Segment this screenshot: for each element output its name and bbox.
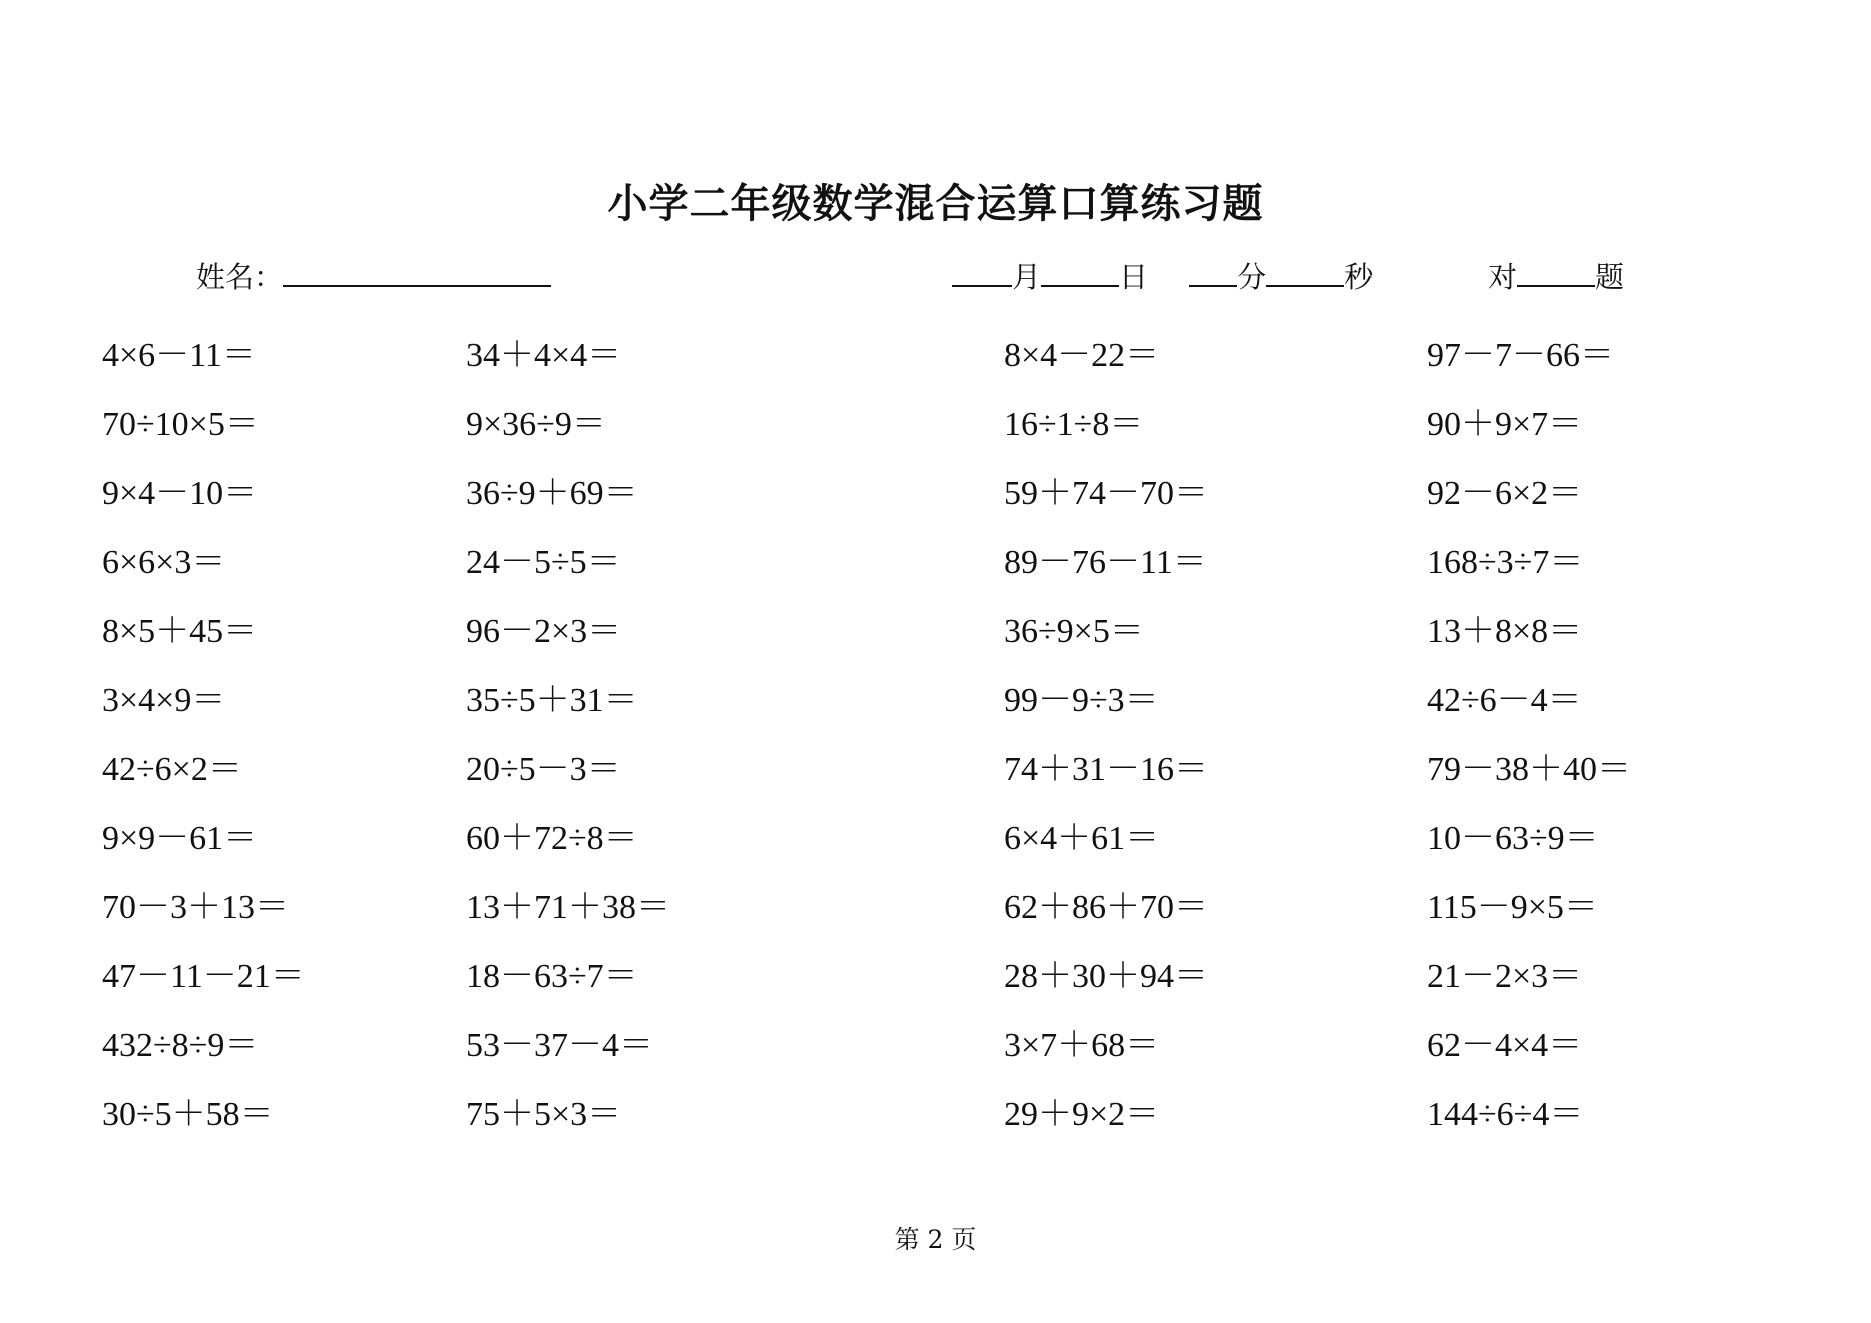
- page-number: 第 2 页: [894, 1225, 977, 1254]
- problem-item: 8×4－22＝: [1004, 337, 1160, 374]
- minute-label: 分: [1237, 260, 1267, 294]
- problem-item: 47－11－21＝: [102, 958, 305, 995]
- problem-item: 168÷3÷7＝: [1427, 544, 1584, 581]
- problem-item: 97－7－66＝: [1427, 337, 1614, 374]
- problem-item: 13＋8×8＝: [1427, 613, 1583, 650]
- problem-item: 10－63÷9＝: [1427, 820, 1599, 857]
- problem-item: 99－9÷3＝: [1004, 682, 1159, 719]
- problem-item: 79－38＋40＝: [1427, 751, 1631, 788]
- question-label: 题: [1595, 260, 1625, 294]
- problem-item: 6×4＋61＝: [1004, 820, 1160, 857]
- problem-item: 21－2×3＝: [1427, 958, 1583, 995]
- problem-item: 9×4－10＝: [102, 475, 258, 512]
- problem-item: 53－37－4＝: [466, 1027, 653, 1064]
- problem-item: 96－2×3＝: [466, 613, 622, 650]
- second-label: 秒: [1344, 260, 1374, 294]
- problem-item: 432÷8÷9＝: [102, 1027, 259, 1064]
- problem-item: 29＋9×2＝: [1004, 1096, 1160, 1133]
- problem-item: 59＋74－70＝: [1004, 475, 1208, 512]
- correct-blank[interactable]: [1517, 257, 1595, 287]
- problem-item: 42÷6－4＝: [1427, 682, 1582, 719]
- day-label: 日: [1119, 260, 1149, 294]
- problem-item: 24－5÷5＝: [466, 544, 621, 581]
- problem-item: 8×5＋45＝: [102, 613, 258, 650]
- problem-item: 3×4×9＝: [102, 682, 226, 719]
- month-label: 月: [1012, 260, 1042, 294]
- problem-item: 35÷5＋31＝: [466, 682, 638, 719]
- problem-item: 60＋72÷8＝: [466, 820, 638, 857]
- problem-item: 13＋71＋38＝: [466, 889, 670, 926]
- name-label: 姓名：: [196, 260, 284, 294]
- problem-item: 92－6×2＝: [1427, 475, 1583, 512]
- problem-item: 34＋4×4＝: [466, 337, 622, 374]
- minute-blank[interactable]: [1189, 257, 1237, 287]
- second-blank[interactable]: [1266, 257, 1344, 287]
- problem-item: 6×6×3＝: [102, 544, 226, 581]
- date-time-group: [952, 255, 1373, 296]
- problem-item: 42÷6×2＝: [102, 751, 242, 788]
- score-group: [1488, 255, 1624, 296]
- page-title: 小学二年级数学混合运算口算练习题: [607, 181, 1264, 227]
- problem-item: 30÷5＋58＝: [102, 1096, 274, 1133]
- problem-item: 115－9×5＝: [1427, 889, 1598, 926]
- problem-item: 9×36÷9＝: [466, 406, 606, 443]
- problem-item: 74＋31－16＝: [1004, 751, 1208, 788]
- name-blank[interactable]: [283, 257, 551, 287]
- problem-item: 20÷5－3＝: [466, 751, 621, 788]
- problem-item: 18－63÷7＝: [466, 958, 638, 995]
- problem-item: 89－76－11＝: [1004, 544, 1207, 581]
- problem-item: 3×7＋68＝: [1004, 1027, 1160, 1064]
- problem-item: 62＋86＋70＝: [1004, 889, 1208, 926]
- problem-item: 28＋30＋94＝: [1004, 958, 1208, 995]
- problem-item: 90＋9×7＝: [1427, 406, 1583, 443]
- problem-item: 70－3＋13＝: [102, 889, 289, 926]
- problem-item: 36÷9×5＝: [1004, 613, 1144, 650]
- problem-item: 144÷6÷4＝: [1427, 1096, 1584, 1133]
- problem-item: 75＋5×3＝: [466, 1096, 622, 1133]
- problem-item: 62－4×4＝: [1427, 1027, 1583, 1064]
- problem-item: 4×6－11＝: [102, 337, 256, 374]
- problem-item: 36÷9＋69＝: [466, 475, 638, 512]
- day-blank[interactable]: [1041, 257, 1119, 287]
- correct-label: 对: [1488, 260, 1518, 294]
- problem-item: 16÷1÷8＝: [1004, 406, 1144, 443]
- problem-item: 70÷10×5＝: [102, 406, 259, 443]
- month-blank[interactable]: [952, 257, 1012, 287]
- name-field-group: [196, 255, 551, 296]
- problem-item: 9×9－61＝: [102, 820, 258, 857]
